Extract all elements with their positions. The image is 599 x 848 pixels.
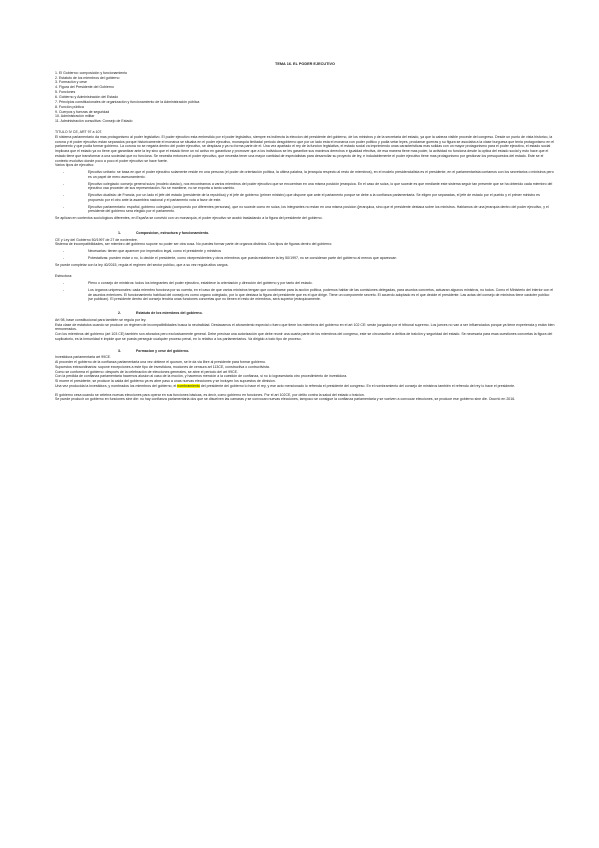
types-heading: Varios tipos de ejecutivo: [55,163,95,168]
list-item: - Potestativas: pueden estar o no, lo decide el presidente, como vicepresidentes y otros miembros que pueda establecer la ley 50/1997, no se consideran parte del gobierno al menos que aparezcan [55,256,555,261]
paragraph: Se aplican en contextos sociológicos diferentes, en España se convivió con un monarquía, el poder ejecutivo se acabó trasladando a la figura del presidente del gobierno. [55,216,323,221]
highlighted-word: nombramiento [177,383,200,388]
paragraph: Con los miembros del gobierno (art 103 CE) también son aforados pero exclusivamente general. Debe precisar una autorización que debe reunir una cuarta parte de los miembros del congreso, este se circunscribe a delitos de traición y seguridad del estado. Se necesaria para esas cuestiones concretas la figura del suplicatorio, es la inmunidad e impide que se pueda perseguir cualquier proceso penal, en lo relativo a los parlamentarios. Va dirigido a todo tipo de proceso. [55,332,553,341]
paragraph: El gobierno cesa cuando se celebra nuevas elecciones para operar en sus funciones básicas, es decir, como gobierno en funciones. Por el art 102CE, por delito contra la salud del estado o traicion. [55,392,365,397]
list-item: - Ejecutivo dualista: de Francia, por un lado el jefe del estado (presidente de la republica) y el jefe de gobierno (primer ministro) que dispone que ante el parlamento porque se debe a la confianza parlamentaria. Se eligen por separadas, el jefe de estado por el pueblo y el primer ministro es propuesto por el otro ante la asamblea nacional y el parlamento vota a favor de este. [55,193,555,203]
text-span: Una vez producida la investidura, y nombrados los miembros del gobierno, el [55,383,178,388]
document-body [55,62,555,402]
section-title: Formacion y cese del gobierno. [136,348,190,353]
list-item: - Los órganos unipersonales: cada miembro funciona por su cuenta, en el caso de que varios ministros tengan que coordinarse para la acción política, podemos hablar de las comisiones delegadas, para asuntos concretos, actuaran algunos ministros, no todos. Como el Ministerio del interior con el de asuntos exteriores. El funcionamiento habitual del consejo es como organo colegiado, por lo que destaca la figura del presidente que es el que dirige. Tiene un componente secreto. El acuerdo adoptado es el que decide el presidente. Las actas del consejo de ministros tiene carácter publico (se publican). El presidente dentro del consejo tendría unas funciones concretas que no tienen el resto de miembros, será superior jerárquicamente. [55,288,555,302]
section-title: Composicion, estructura y funcionamiento. [136,230,210,235]
toc-item: 10. Administración militar [55,114,95,119]
paragraph: Art 98, base constitucional para también se regula por ley. [55,317,147,322]
toc-item: 6. Gobierno y Administración del Estado [55,94,119,99]
toc-item: 11. Administración consultiva: Consejo de Estado [55,119,133,124]
toc-item: 3. Formación y cese [55,80,87,85]
toc-item: 7. Principios constitucionales de organización y funcionamiento de la Administración pública [55,99,200,104]
toc-item: 1. El Gobierno: composición y funcionamiento [55,70,128,75]
paragraph: CE y Ley del Gobierno 50/1997 de 27 de noviembre. [55,237,138,242]
section-number: 3. [118,348,121,353]
paragraph: Como se conforma el gobierno: después de la celebración de elecciones generales, se abre el periodo del art 99CE. [55,369,238,374]
list-item: - Ejecutivo colegiado: consejo general suizo (modelo clasico), nos encontramos a varios miembros del poder ejecutivo que se encuentran en una misma posición jerarquica. En el caso de suiza, lo que sucede es que mediante este sistema seguir tan presente que se ha obtenido cada miembro del ejecutivo vaa proceder de sus representación. No se mantiene, no se exporta a tanto cambio. [55,182,555,192]
list-item: - Pleno o consejo de ministros: todos los integrantes del poder ejecutivo, establece la orientación y dirección del gobierno y por tanto del estado. [55,281,555,286]
toc-item: 8. Función pública [55,104,84,109]
section-heading [55,231,555,236]
section-heading [55,311,555,316]
structure-list [55,281,555,302]
intro-paragraph: El sistema parlamentario da mas protagonismo al poder legislativo. El poder ejecutivo esta embestido por el poder legislativo, siempre es indirecta la eleccion del presidente del gobierno, de los ministros y de la secretaria del estado, ya que la cabeza visible procede del congreso. Desde un punto de vista historico, la corona y el poder ejecutivo estan separados porque historicamente el monarca se situaba en el poder ejecutivo, monarquia limitada/ periodo desgobierno que por un lado esta el monarca con poder politico y podia vetar leyes, proclamar guerras y su figura se asociaba a la clase burguesa que tenia protagonismo en el parlamento y que podia formar gobierno. La corona no se negaria dentro del poder ejecutivo, se desplaza y ya no forma parte de el. Una vez apartado el rey de la funcion legislativa, el estado social va imprimiendo unas caracteristicas mas solidas con un mayor protagonismo para el poder ejecutivo, el estado social implicara que el estado ya no tiene que garantizar ante la ley sino que el estado tiene un rol activo en garantizar y promover que a los individuos se les garantice sus maximos derechos e igualdad efectiva, de esa manera tiene mas poder, la actividad no funciona desde la optica del estado social y esto hace que el estado tiene que transformar a una sociedad que no funciona. Se necesita entonces el poder ejecutivo, que necesita tener una mayor cantidad de especialistas para desarrollar su proyecto de ley, e indudablemente el poder ejecutivo tiene mas protagonismo por gestionar los presupuestos del estado. Este se el contexto evolutivo donde poco a poco el poder ejecutivo se hace fuerte. [55,134,555,163]
figures-list [55,249,555,261]
section-heading [55,349,555,354]
list-item: - Ejecutivo unitario: se basa en que el poder ejecutivo solamente reside en una persona (el poder de orientación política, la ultima palabra, la jerarquía respecto al resto de miembros), en el modelo presidencialista es el presidente, en el parlamentarista contamos con los secretarios o ministros pero es un papel de mero asesoramiento. [55,170,555,180]
section-title: Estatuto de los miembros del gobierno. [136,311,203,316]
toc-item: 9. Cuerpos y fuerzas de seguridad [55,109,110,114]
highlighted-paragraph [55,384,555,389]
paragraph: Esta clase de estatutos cuando se produce un régimen de incompatibilidades busca la neutralidad. Destacamos el aforamiento especial o fuero que tiene los miembros del gobierno en el art 102 CE: serán juzgados por el tribunal supremo. Los jueces no van a ser influenciados porque ya tiene experiencia y están bien remunerados. [55,322,555,332]
document-title: TEMA 16. EL PODER EJECUTIVO [275,62,335,66]
text-span: del presidente del gobierno lo hace el rey, y ese acto mencionado lo refrenda el presidente del congreso. En el nombramiento del consejo de ministros también el refrendo del rey lo hace el presidente. [199,383,516,388]
section-number: 1. [118,230,121,235]
paragraph: Se puede completar con la ley 40/2015, regula el regimen del sector publico, que a su vez regula altos cargos. [55,262,229,267]
table-of-contents [55,71,555,124]
toc-item: 5. Funciones [55,90,76,95]
list-item: - Necesarias: tienen que aparecer por imperativo legal, como el presidente y ministros [55,249,555,254]
intro-heading: TITULO IV CE, ART 97 a 107. [55,130,103,135]
toc-item: 4. Figura del Presidente del Gobierno [55,85,114,90]
list-item: - Ejecutivo parlamentario: español, gobierno colegiado (compuesto por diferentes personas), que no sucede como en suiza, los integrantes no estan en una misma posicion (jerarquica, sino que el presidente destaca sobre los ministros. Hablamos de una jerarquía dentro del poder ejecutivo, y el presidente del gobierno sera elegido por el parlamento. [55,205,555,215]
section-number: 2. [118,311,121,316]
paragraph: Estructura: [55,274,73,279]
paragraph: Supuestos extraordinarios: supone excepciones a este tipo de investidura, mociones de censura art 113CE, constructiva o contructivista. [55,364,270,369]
toc-item: 2. Estatuto de los miembros del gobierno [55,75,120,80]
paragraph: Sistema de incompatibilidades, ser miembro del gobierno supone no poder ser otra cosa. No puedes formar parte de organos distintos. Dos tipos de figuras dentro del gobierno: [55,242,333,247]
executive-types-list [55,170,555,214]
paragraph: Investidura parlamentaria art 99CE. [55,355,111,360]
paragraph: Se puede producir un gobierno en funciones sine die: no hay confianza parlamentaria dos que se disuelven las camaras y se convocan nuevas elecciones, tampoco se consigue la confianza parlamentaria y se vuelven a convocar elecciones, se produce ese gobierno sine die. Ocurrió en 2016. [55,397,516,402]
paragraph: Con la perdida de confianza parlamentaria hacemos alusion al caso de la moción, y hacemos mención a la cuestión de confianza, si no lo lograsestaria otro procedimiento de investidura. [55,374,348,379]
paragraph: Al proceder el gobierno de la confianza parlamentaria una vez obtiene el quorum, se le da via libre al presidente para formar gobierno. [55,360,266,365]
paragraph: Si muere el presidente, se produce la caida del gobierno ya es abre paso a unas nuevas elecciones y se incluyen los supuestos de dimision. [55,379,276,384]
